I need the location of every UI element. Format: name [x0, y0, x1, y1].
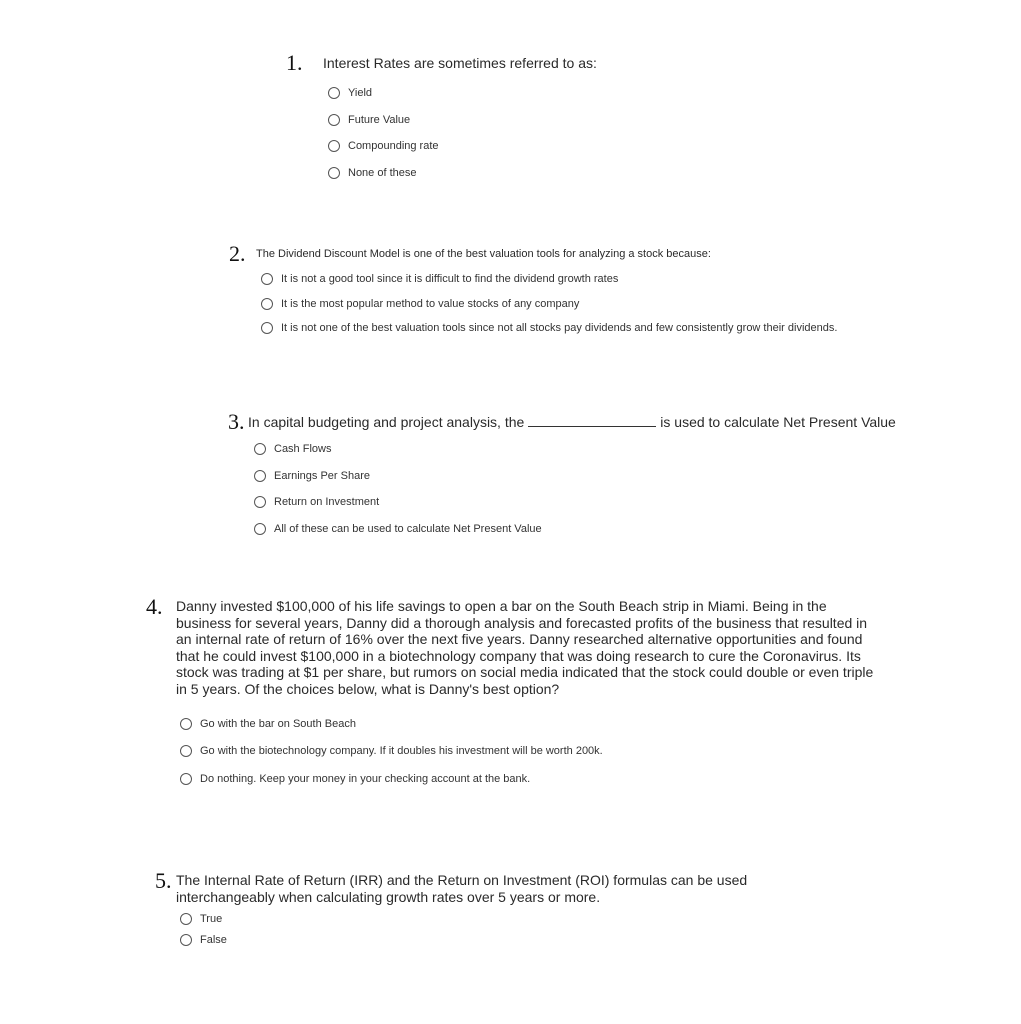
option-label: It is the most popular method to value stocks of any company	[281, 297, 580, 310]
answer-option[interactable]	[328, 107, 597, 134]
question-stem	[248, 413, 896, 431]
radio-button[interactable]	[254, 470, 266, 482]
option-label: All of these can be used to calculate Net Present Value	[274, 522, 542, 535]
stem-text-after: is used to calculate Net Present Value	[660, 414, 896, 430]
answer-options	[180, 710, 881, 793]
question-stem: The Internal Rate of Return (IRR) and the Return on Investment (ROI) formulas can be used interchangeably when calculating growth rates over 5 years or more.	[176, 872, 748, 905]
answer-option[interactable]	[180, 710, 881, 738]
answer-option[interactable]	[180, 765, 881, 793]
option-label: Do nothing. Keep your money in your checking account at the bank.	[200, 772, 531, 785]
question-stem: Interest Rates are sometimes referred to as:	[323, 55, 597, 71]
option-label: Go with the bar on South Beach	[200, 717, 356, 730]
answer-option[interactable]	[328, 133, 597, 160]
answer-option[interactable]	[328, 160, 597, 187]
option-label: Go with the biotechnology company. If it doubles his investment will be worth 200k.	[200, 745, 603, 758]
option-label: Compounding rate	[348, 140, 439, 153]
question-number: 5.	[155, 868, 172, 893]
option-label: Future Value	[348, 113, 411, 126]
option-label: True	[200, 912, 223, 925]
question-number: 2.	[229, 241, 246, 266]
option-label: None of these	[348, 166, 417, 179]
option-label: False	[200, 933, 227, 946]
question-number: 3.	[228, 409, 245, 434]
question-number: 4.	[146, 594, 163, 619]
stem-text-before: In capital budgeting and project analysis, the	[248, 414, 525, 430]
radio-button[interactable]	[328, 140, 340, 152]
radio-button[interactable]	[180, 913, 192, 925]
option-label: It is not a good tool since it is difficult to find the dividend growth rates	[281, 273, 619, 286]
answer-options	[180, 908, 796, 950]
question-stem: The Dividend Discount Model is one of the best valuation tools for analyzing a stock because:	[256, 248, 711, 260]
radio-button[interactable]	[261, 298, 273, 310]
answer-option[interactable]	[261, 316, 837, 341]
answer-option[interactable]	[180, 738, 881, 766]
option-label: Cash Flows	[274, 443, 332, 456]
answer-option[interactable]	[254, 516, 896, 543]
question-1	[286, 50, 597, 186]
radio-button[interactable]	[180, 745, 192, 757]
option-label: Yield	[348, 87, 373, 100]
option-label: Return on Investment	[274, 496, 380, 509]
answer-options	[261, 267, 837, 341]
fill-in-blank	[528, 414, 656, 427]
radio-button[interactable]	[328, 167, 340, 179]
radio-button[interactable]	[254, 523, 266, 535]
question-3	[228, 409, 896, 542]
answer-option[interactable]	[180, 929, 796, 950]
radio-button[interactable]	[180, 773, 192, 785]
question-5	[155, 868, 796, 950]
radio-button[interactable]	[328, 87, 340, 99]
option-label: Earnings Per Share	[274, 469, 370, 482]
question-4	[146, 594, 881, 793]
question-number: 1.	[286, 50, 303, 75]
radio-button[interactable]	[180, 718, 192, 730]
radio-button[interactable]	[261, 322, 273, 334]
radio-button[interactable]	[180, 934, 192, 946]
answer-option[interactable]	[261, 267, 837, 292]
radio-button[interactable]	[261, 273, 273, 285]
radio-button[interactable]	[254, 443, 266, 455]
answer-option[interactable]	[261, 292, 837, 317]
answer-option[interactable]	[254, 436, 896, 463]
answer-option[interactable]	[254, 489, 896, 516]
radio-button[interactable]	[254, 496, 266, 508]
answer-option[interactable]	[328, 80, 597, 107]
option-label: It is not one of the best valuation tools since not all stocks pay dividends and few consistently grow their dividends.	[281, 322, 838, 335]
answer-option[interactable]	[254, 463, 896, 490]
answer-option[interactable]	[180, 908, 796, 929]
radio-button[interactable]	[328, 114, 340, 126]
question-2	[229, 241, 838, 341]
answer-options	[254, 436, 896, 542]
answer-options	[328, 80, 597, 186]
question-stem: Danny invested $100,000 of his life savings to open a bar on the South Beach strip in Miami. Being in the business for several years, Danny did a thorough analysis and forecasted profits of the business that resulted in an internal rate of return of 16% over the next five years. Danny researched alternative opportunities and found that he could invest $100,000 in a biotechnology company that was doing research to cure the Coronavirus. Its stock was trading at $1 per share, but rumors on social media indicated that the stock could double or even triple in 5 years. Of the choices below, what is Danny's best option?	[176, 598, 874, 697]
